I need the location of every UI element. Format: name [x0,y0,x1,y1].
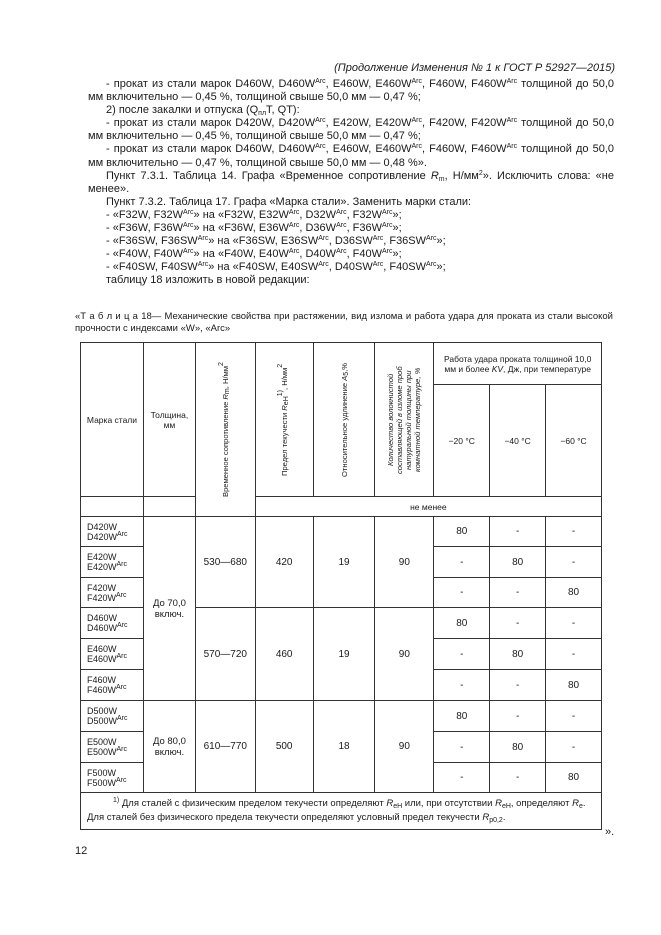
kv-cell: 80 [490,547,546,578]
kv-cell: - [546,547,602,578]
kv-cell: 80 [546,670,602,701]
yield-cell: 500 [255,701,313,793]
table-row-grade: F460W $F460W^{Arc}$ [81,670,144,701]
kv-cell: 80 [546,763,602,793]
kv-cell: - [434,732,490,763]
kv-cell: - [546,701,602,732]
table-row-grade: D420W $D420W^{Arc}$ [81,517,144,547]
col-header-t60: −60 °С [546,385,602,497]
kv-cell: - [546,639,602,670]
paragraph: - прокат из стали марок D420W, $D420W^{Arc}$, E420W, $E420W^{Arc}$, F420W, $F420W^{Arc}$ толщиной до 50,0 мм включительно — 0,45 %, толщиной свыше 50,0 мм — 0,47 %; [88,117,615,143]
table-row-grade: E460W $E460W^{Arc}$ [81,639,144,670]
paragraph: - прокат из стали марок D460W, $D460W^{Arc}$, E460W, $E460W^{Arc}$, F460W, $F460W^{Arc}$ толщиной до 50,0 мм включительно — 0,47 %, толщиной свыше 50,0 мм — 0,48 %». [88,143,615,169]
blank-cell [143,497,195,517]
kv-cell: - [434,578,490,608]
paragraph: - прокат из стали марок D460W, $D460W^{Arc}$, E460W, $E460W^{Arc}$, F460W, $F460W^{Arc}$ толщиной до 50,0 мм включительно — 0,45 %, толщиной свыше 50,0 мм — 0,47 %; [88,78,615,104]
table-row-grade: E420W $E420W^{Arc}$ [81,547,144,578]
table-row-grade: E500W $E500W^{Arc}$ [81,732,144,763]
kv-cell: 80 [490,639,546,670]
blank-cell [81,497,144,517]
fracture-cell: 90 [375,608,434,701]
yield-cell: 420 [255,517,313,608]
table-row-grade: F500W $F500W^{Arc}$ [81,763,144,793]
paragraph: - «F36SW, $F36SW^{Arc}$» на «F36SW, $E36SW^{Arc}$, $D36SW^{Arc}$, $F36SW^{Arc}$»; [106,235,446,248]
col-header-elongation: Относительное удлинение $A_5,\%$ [313,343,375,497]
kv-cell: 80 [546,578,602,608]
table-footnote: $^{1)}$ Для сталей с физическим пределом текучести определяют $R_{eH}$ или, при отсутствии $R_{eH}$, определяют $R_e$. Для сталей без физического предела текучести определяют условный предел текучести $R_{p0,2}$. [81,793,602,830]
tensile-cell: 530—680 [195,517,255,608]
kv-cell: - [490,517,546,547]
tensile-cell: 570—720 [195,608,255,701]
paragraph: таблицу 18 изложить в новой редакции: [106,274,310,287]
col-header-thickness: Толщина, мм [143,343,195,497]
kv-cell: - [490,763,546,793]
paragraph: Пункт 7.3.1. Таблица 14. Графа «Временное сопротивление $R_m$, $Н/мм^2$». Исключить слова: «не менее». [88,169,614,195]
col-header-impact: Работа удара проката толщиной 10,0 мм и более KV, Дж, при температуре [434,343,602,385]
paragraph: - «F40W, $F40W^{Arc}$» на «F40W, $E40W^{Arc}$, $D40W^{Arc}$, $F40W^{Arc}$»; [106,248,402,261]
paragraph: - «F32W, $F32W^{Arc}$» на «F32W, $E32W^{Arc}$, $D32W^{Arc}$, $F32W^{Arc}$»; [106,208,402,221]
elongation-cell: 19 [313,608,375,701]
paragraph: Пункт 7.3.2. Таблица 17. Графа «Марка стали». Заменить марки стали: [106,195,472,208]
kv-cell: - [546,608,602,639]
page-header: (Продолжение Изменения № 1 к ГОСТ Р 52927—2015) [334,62,615,74]
table-row-grade: D500W $D500W^{Arc}$ [81,701,144,732]
fracture-cell: 90 [375,517,434,608]
kv-cell: - [434,670,490,701]
col-header-grade: Марка стали [81,343,144,497]
kv-cell: 80 [434,608,490,639]
kv-cell: - [434,547,490,578]
kv-cell: - [490,578,546,608]
col-header-yield: Предел текучести $R_{eH}^{1)}$, $Н/мм^2$ [255,343,313,497]
thickness-cell: До 70,0 включ. [143,517,195,701]
properties-table [80,342,602,830]
kv-cell: - [490,701,546,732]
kv-cell: 80 [434,517,490,547]
kv-cell: 80 [434,701,490,732]
kv-cell: - [546,732,602,763]
col-header-t40: −40 °С [490,385,546,497]
paragraph: - «F36W, $F36W^{Arc}$» на «F36W, $E36W^{Arc}$, $D36W^{Arc}$, $F36W^{Arc}$»; [106,222,402,235]
table-row-grade: F420W $F420W^{Arc}$ [81,578,144,608]
col-header-t20: −20 °С [434,385,490,497]
yield-cell: 460 [255,608,313,701]
kv-cell: - [434,639,490,670]
col-header-fracture: Количество волокнистой составляющей в изломе проб натуральной толщины при комнатной температуре, % [375,343,434,497]
kv-cell: - [434,763,490,793]
col-header-tensile: Временное сопротивление $R_m$, $Н/мм^2$ [195,343,255,517]
elongation-cell: 18 [313,701,375,793]
kv-cell: 80 [490,732,546,763]
body-text [88,78,614,288]
tensile-cell: 610—770 [195,701,255,793]
fracture-cell: 90 [375,701,434,793]
kv-cell: - [490,670,546,701]
table-row-grade: D460W $D460W^{Arc}$ [81,608,144,639]
table-caption: «Т а б л и ц а 18— Механические свойства при растяжении, вид излома и работа удара для проката из стали высокой прочности с индексами «W», «Arc» [75,311,613,334]
page-number: 12 [75,845,88,857]
paragraph: - «F40SW, $F40SW^{Arc}$» на «F40SW, $E40SW^{Arc}$, $D40SW^{Arc}$, $F40SW^{Arc}$»; [106,261,446,274]
closing-quote: ». [605,826,615,838]
thickness-cell: До 80,0 включ. [143,701,195,793]
paragraph: 2) после закалки и отпуска ($Q_{пл}T$, QT): [106,104,300,118]
kv-cell: - [490,608,546,639]
not-less-label: не менее [255,497,601,517]
kv-cell: - [546,517,602,547]
elongation-cell: 19 [313,517,375,608]
